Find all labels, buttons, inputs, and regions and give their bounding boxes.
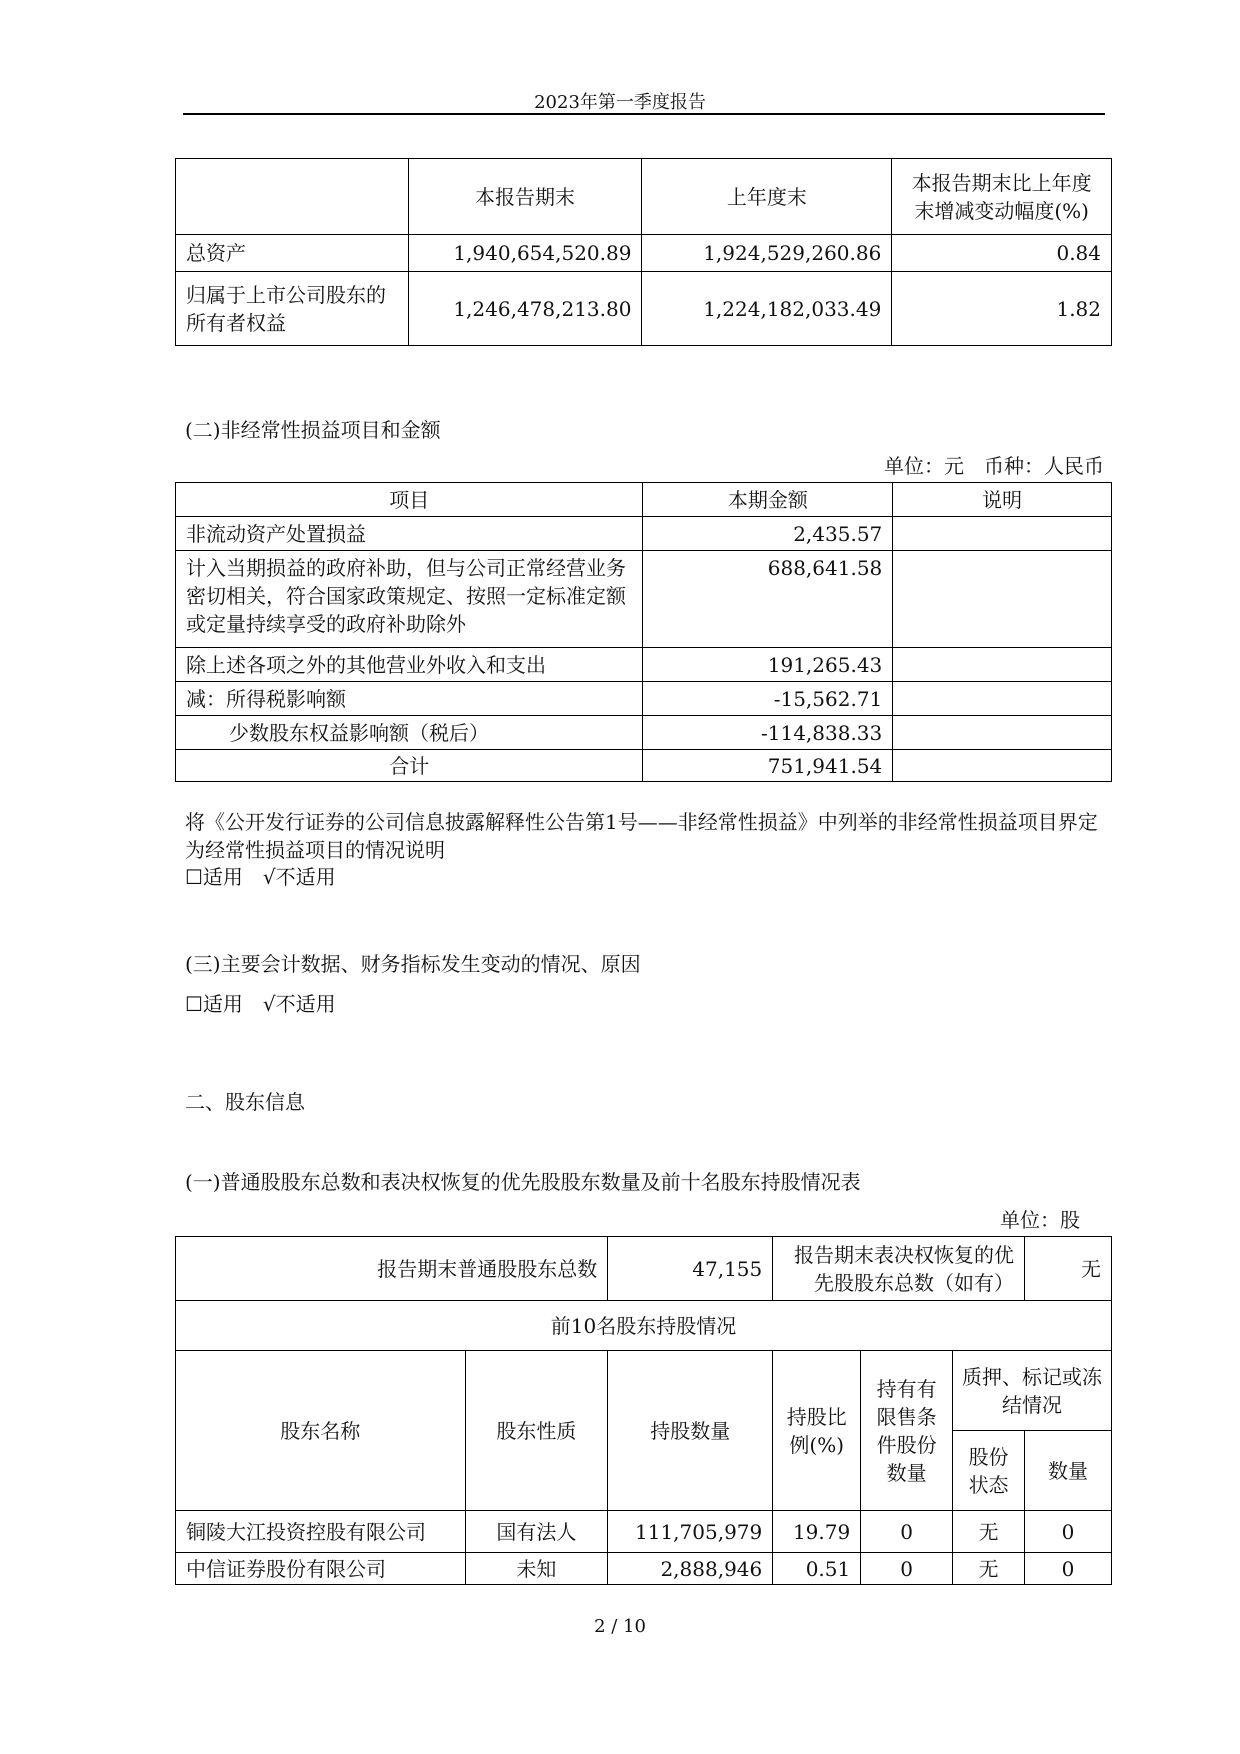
- table-row: [176, 235, 1112, 272]
- row-change: 0.84: [892, 235, 1112, 272]
- table-row: [176, 272, 1112, 346]
- balance-head-current: 本报告期末: [408, 159, 642, 235]
- table-row: [176, 517, 1112, 551]
- shareholders-unit: 单位：股: [1000, 1208, 1080, 1232]
- nr-note: [893, 682, 1112, 716]
- nr-note: [893, 551, 1112, 648]
- col-pledge: 质押、标记或冻结情况: [953, 1351, 1112, 1431]
- nr-amount: 2,435.57: [643, 517, 893, 551]
- balance-head-blank: [176, 159, 409, 235]
- holder-status: 无: [953, 1511, 1025, 1553]
- nr-item: 减：所得税影响额: [176, 682, 643, 716]
- applicable-status-1: ☐适用 √不适用: [185, 865, 336, 889]
- shareholders-title: (一)普通股股东总数和表决权恢复的优先股股东数量及前十名股东持股情况表: [185, 1170, 861, 1194]
- holder-shares: 2,888,946: [608, 1553, 773, 1585]
- col-restricted: 持有有限售条件股份数量: [861, 1351, 953, 1511]
- holder-nature: 未知: [465, 1553, 608, 1585]
- page-number: 2 / 10: [594, 1616, 646, 1637]
- nonrecurring-explanation: 将《公开发行证券的公司信息披露解释性公告第1号——非经常性损益》中列举的非经常性损益项目界定为经常性损益项目的情况说明: [185, 810, 1098, 862]
- nr-head-note: 说明: [893, 483, 1112, 517]
- nr-item: 除上述各项之外的其他营业外收入和支出: [176, 648, 643, 682]
- holder-qty: 0: [1025, 1511, 1112, 1553]
- nonrecurring-table: [175, 482, 1112, 782]
- total-holders-value: 47,155: [608, 1237, 773, 1301]
- row-prior: 1,924,529,260.86: [642, 235, 892, 272]
- nr-item: 少数股东权益影响额（税后）: [176, 716, 643, 750]
- holder-status: 无: [953, 1553, 1025, 1585]
- table-row: [176, 716, 1112, 750]
- balance-head-prior: 上年度末: [642, 159, 892, 235]
- row-change: 1.82: [892, 272, 1112, 346]
- holder-qty: 0: [1025, 1553, 1112, 1585]
- nr-item: 非流动资产处置损益: [176, 517, 643, 551]
- total-holders-label: 报告期末普通股股东总数: [176, 1237, 608, 1301]
- nr-total-label: 合计: [176, 750, 643, 782]
- holder-ratio: 0.51: [773, 1553, 861, 1585]
- nr-note: [893, 716, 1112, 750]
- table-row: [176, 648, 1112, 682]
- row-current: 1,940,654,520.89: [408, 235, 642, 272]
- table-row: [176, 750, 1112, 782]
- row-label: 总资产: [176, 235, 409, 272]
- nr-head-amount: 本期金额: [643, 483, 893, 517]
- nr-item: 计入当期损益的政府补助，但与公司正常经营业务密切相关，符合国家政策规定、按照一定标准定额或定量持续享受的政府补助除外: [176, 551, 643, 648]
- table-row: [176, 682, 1112, 716]
- row-prior: 1,224,182,033.49: [642, 272, 892, 346]
- page-header: 2023年第一季度报告: [534, 92, 706, 113]
- table-row: [176, 551, 1112, 648]
- row-current: 1,246,478,213.80: [408, 272, 642, 346]
- applicable-status-2: ☐适用 √不适用: [185, 992, 336, 1016]
- col-name: 股东名称: [176, 1351, 466, 1511]
- nr-amount: 688,641.58: [643, 551, 893, 648]
- holder-name: 铜陵大江投资控股有限公司: [176, 1511, 466, 1553]
- holder-ratio: 19.79: [773, 1511, 861, 1553]
- holder-name: 中信证券股份有限公司: [176, 1553, 466, 1585]
- nr-total-amount: 751,941.54: [643, 750, 893, 782]
- nr-note: [893, 648, 1112, 682]
- nr-amount: 191,265.43: [643, 648, 893, 682]
- section3-title: (三)主要会计数据、财务指标发生变动的情况、原因: [185, 952, 641, 976]
- col-nature: 股东性质: [465, 1351, 608, 1511]
- header-divider: [183, 113, 1105, 115]
- col-status: 股份状态: [953, 1431, 1025, 1511]
- nr-head-item: 项目: [176, 483, 643, 517]
- holder-nature: 国有法人: [465, 1511, 608, 1553]
- col-shares: 持股数量: [608, 1351, 773, 1511]
- nr-note: [893, 517, 1112, 551]
- table-row: [176, 1553, 1112, 1585]
- top10-header: 前10名股东持股情况: [176, 1301, 1112, 1351]
- balance-table: [175, 158, 1112, 346]
- pref-holders-label: 报告期末表决权恢复的优先股股东总数（如有）: [773, 1237, 1025, 1301]
- nr-note: [893, 750, 1112, 782]
- holder-shares: 111,705,979: [608, 1511, 773, 1553]
- holder-restricted: 0: [861, 1511, 953, 1553]
- shareholders-table: [175, 1236, 1112, 1585]
- col-qty: 数量: [1025, 1431, 1112, 1511]
- col-ratio: 持股比例(%): [773, 1351, 861, 1511]
- section2-title: (二)非经常性损益项目和金额: [185, 418, 441, 442]
- section2-unit: 单位：元 币种：人民币: [884, 454, 1104, 478]
- balance-head-change: 本报告期末比上年度末增减变动幅度(%): [892, 159, 1112, 235]
- holder-restricted: 0: [861, 1553, 953, 1585]
- row-label: 归属于上市公司股东的所有者权益: [176, 272, 409, 346]
- part2-title: 二、股东信息: [185, 1090, 305, 1114]
- nr-amount: -15,562.71: [643, 682, 893, 716]
- nr-amount: -114,838.33: [643, 716, 893, 750]
- pref-holders-value: 无: [1025, 1237, 1112, 1301]
- table-row: [176, 1511, 1112, 1553]
